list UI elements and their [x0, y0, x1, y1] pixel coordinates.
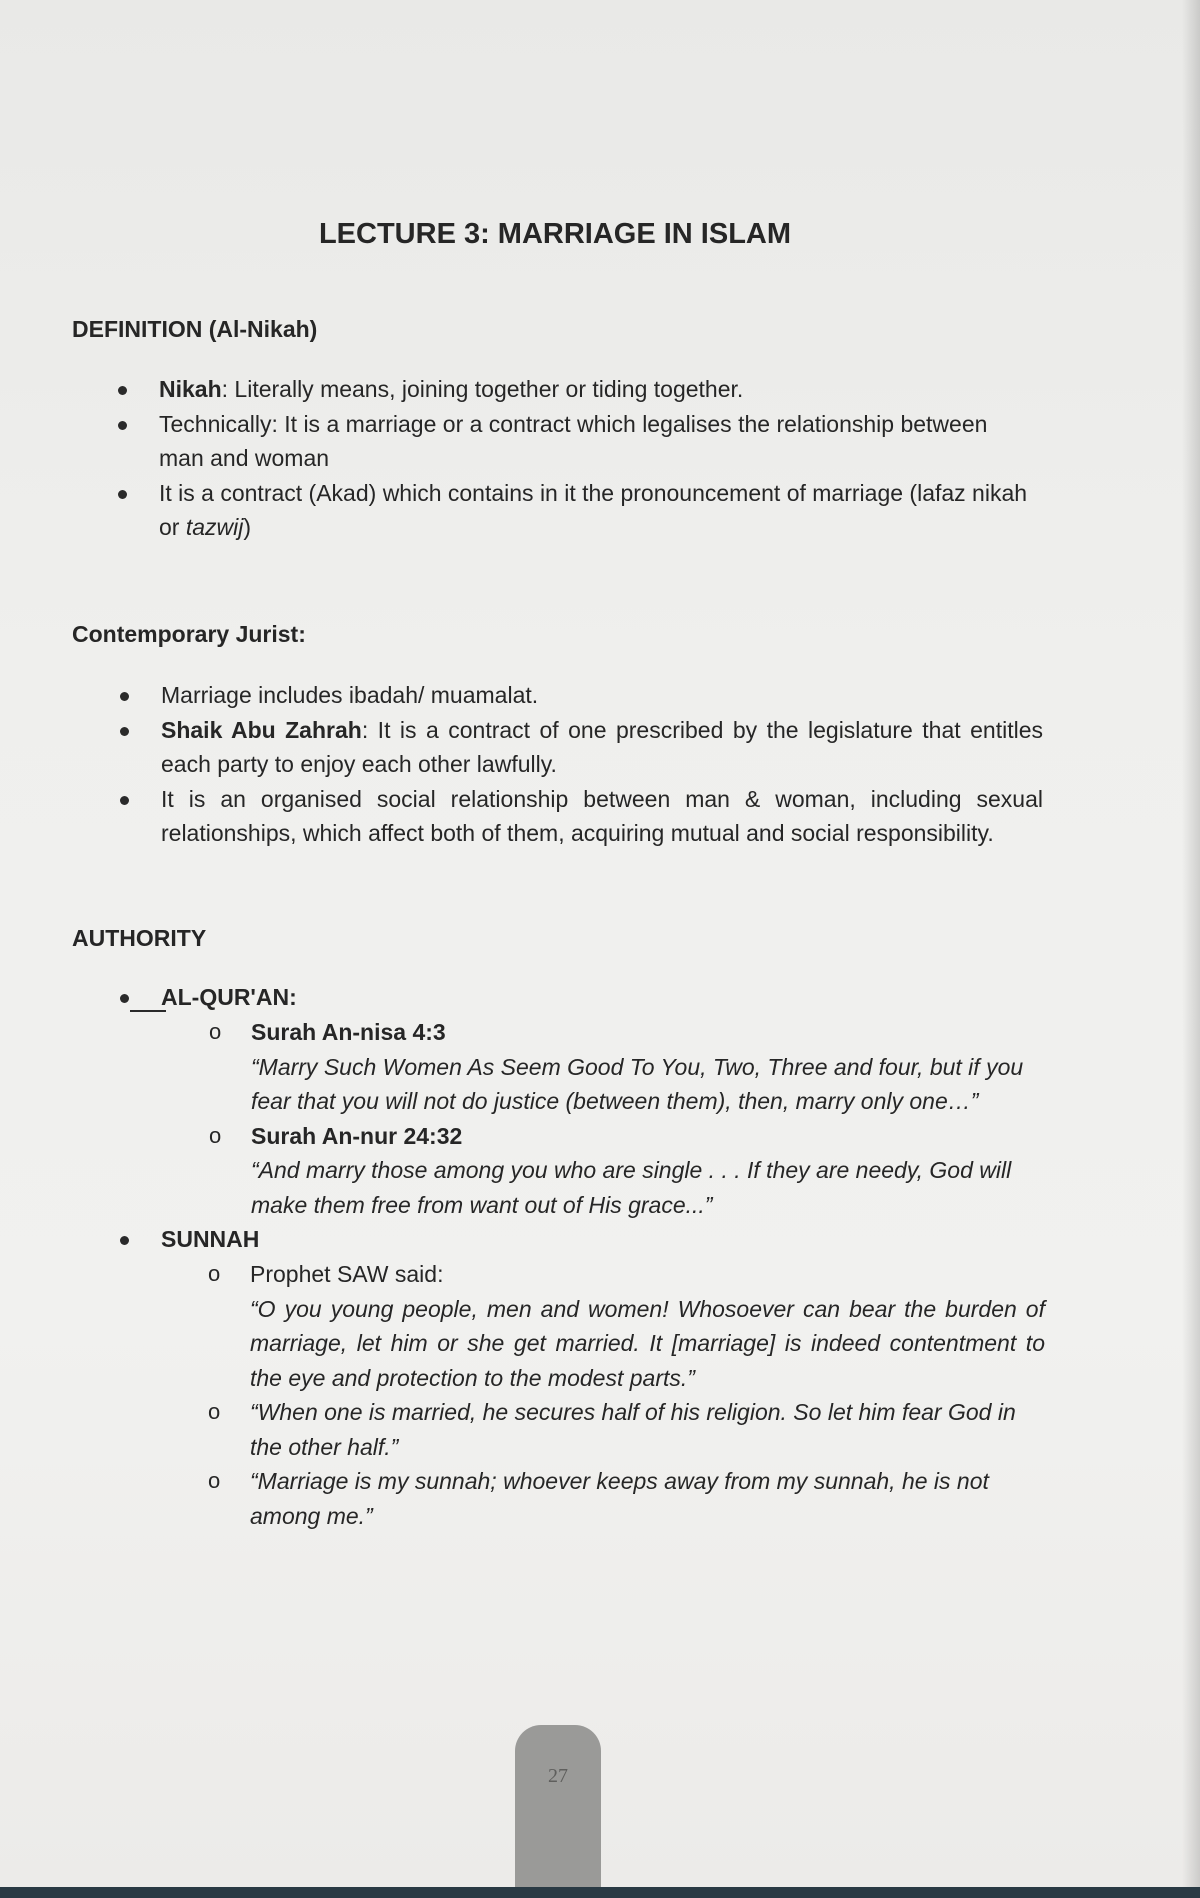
hadith-quote: “Marriage is my sunnah; whoever keeps away from my sunnah, he is not among me.” [250, 1468, 989, 1529]
quran-label: AL-QUR'AN: [161, 984, 297, 1010]
circle-bullet-icon: o [208, 1468, 221, 1493]
list-item [159, 476, 1031, 545]
bullet-icon [120, 692, 129, 701]
sunnah-list [161, 1222, 1043, 1257]
sub-list-item [208, 1464, 1045, 1533]
jurist-list [161, 678, 1043, 851]
circle-bullet-icon: o [209, 1122, 222, 1148]
definition-text: : Literally means, joining together or tiding together. [221, 376, 744, 402]
hadith-quote: “O you young people, men and women! Whosoever can bear the burden of marriage, let him or she get married. It [marriage] is indeed contentment to the eye and protection to the modest parts.” [250, 1295, 1045, 1391]
list-item [159, 372, 1031, 407]
bullet-icon [120, 796, 129, 805]
circle-bullet-icon: o [209, 1019, 222, 1044]
underline-rule [130, 1010, 166, 1012]
hadith-quote: “When one is married, he secures half of his religion. So let him fear God in the other half.” [250, 1399, 1016, 1460]
sub-list-item [208, 1395, 1045, 1464]
jurist-text: : It is a contract of one prescribed by the legislature that entitles each party to enjoy each other lawfully. [161, 716, 1043, 777]
list-item-quran [161, 980, 1043, 1015]
surah-reference: Surah An-nur 24:32 [251, 1122, 463, 1149]
circle-bullet-icon: o [208, 1261, 221, 1286]
jurist-heading: Contemporary Jurist: [72, 621, 306, 647]
hadith-intro: Prophet SAW said: [250, 1261, 444, 1287]
quran-sublist [209, 1015, 1051, 1222]
definition-heading: DEFINITION (Al-Nikah) [72, 316, 318, 342]
list-item [161, 678, 1043, 713]
page-number-tab [515, 1725, 601, 1887]
quran-quote: “Marry Such Women As Seem Good To You, Two, Three and four, but if you fear that you will not do justice (between them), then, marry only one…” [251, 1053, 1024, 1114]
page-edge-shadow [1182, 0, 1200, 1887]
sunnah-label: SUNNAH [161, 1226, 260, 1252]
bullet-icon [118, 490, 127, 499]
bullet-icon [118, 421, 127, 430]
surah-reference: Surah An-nisa 4:3 [251, 1019, 446, 1045]
page-number: 27 [548, 1765, 568, 1787]
list-item-sunnah [161, 1222, 1043, 1257]
authority-heading: AUTHORITY [72, 925, 207, 951]
term-abu-zahrah: Shaik Abu Zahrah [161, 716, 362, 743]
sub-list-item [209, 1119, 1051, 1223]
authority-list [161, 980, 1043, 1015]
sub-list-item [209, 1015, 1051, 1119]
quran-quote: “And marry those among you who are single . . . If they are needy, God will make them free from want out of His grace...” [251, 1157, 1012, 1218]
jurist-text: Marriage includes ibadah/ muamalat. [161, 682, 539, 708]
definition-text: Technically: It is a marriage or a contract which legalises the relationship between man and woman [159, 410, 988, 471]
definition-text: It is a contract (Akad) which contains in it the pronouncement of marriage (lafaz nikah or [159, 479, 1028, 540]
term-tazwij: tazwij [185, 514, 244, 540]
list-item [161, 782, 1043, 851]
list-item [161, 713, 1043, 782]
bullet-icon [120, 727, 129, 736]
bullet-icon [120, 1236, 129, 1245]
page-title: LECTURE 3: MARRIAGE IN ISLAM [318, 218, 792, 250]
list-item [159, 407, 1031, 476]
definition-text-end: ) [243, 514, 252, 540]
definition-list [159, 372, 1031, 545]
term-nikah: Nikah [159, 376, 222, 402]
sub-list-item [208, 1257, 1045, 1395]
bullet-icon [120, 994, 129, 1003]
sunnah-sublist [208, 1257, 1045, 1533]
circle-bullet-icon: o [208, 1399, 221, 1424]
jurist-text: It is an organised social relationship between man & woman, including sexual relationships, which affect both of them, acquiring mutual and social responsibility. [161, 785, 1043, 846]
bullet-icon [118, 386, 127, 395]
